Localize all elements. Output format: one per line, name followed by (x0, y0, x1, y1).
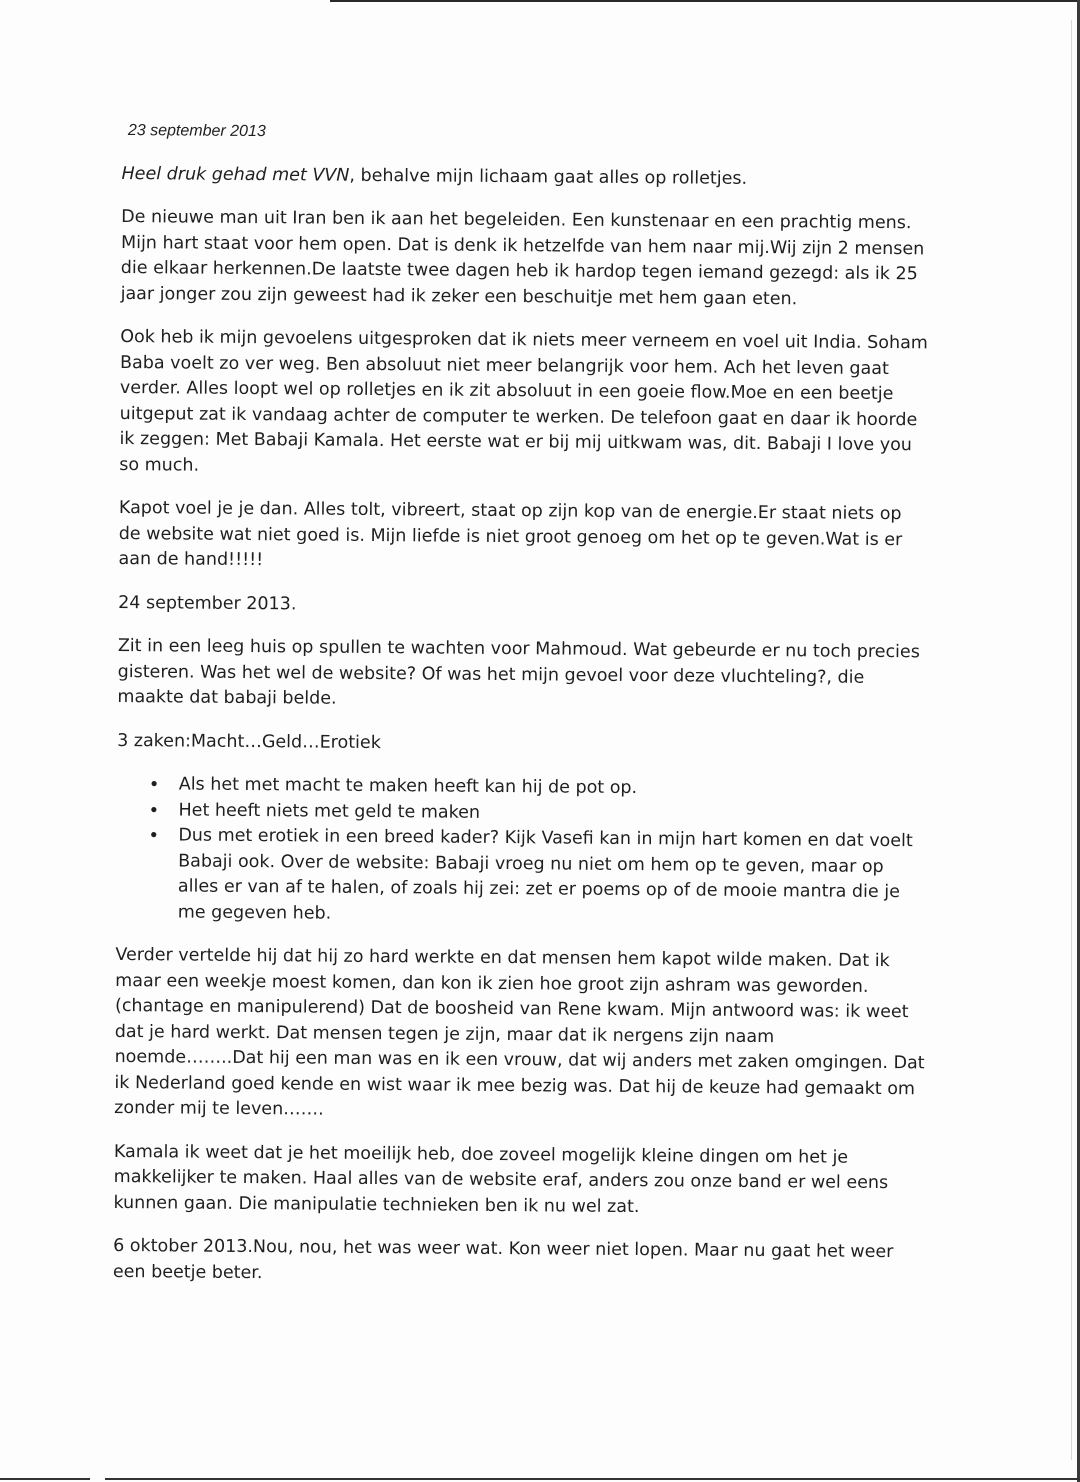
entry-date-23-sept: 23 september 2013 (127, 122, 266, 141)
scan-edge-bottom-left (0, 1478, 90, 1480)
paragraph-kapot: Kapot voel je je dan. Alles tolt, vibreert, staat op zijn kop van de energie.Er staat niets op de website wat niet goed is. Mijn liefde is niet groot genoeg om het op te geven.Wat is er aan de hand!!!!! (118, 497, 903, 571)
scan-edge-bottom (105, 1478, 1080, 1480)
entry-intro (121, 161, 931, 193)
list-item: • Het heeft niets met geld te maken (178, 798, 926, 829)
paragraph-leeg-huis: Zit in een leeg huis op spullen te wachten voor Mahmoud. Wat gebeurde er nu toch precies gisteren. Was het wel de website? Of was het mijn gevoel voor deze vluchteling?, die maakte dat babaji belde. (117, 635, 920, 709)
list-item: • Dus met erotiek in een breed kader? Kijk Vasefi kan in mijn hart komen en dat voelt Babaji ook. Over de website: Babaji vroeg nu niet om hem op te geven, maar op alles er van af te halen, of zoals hij zei: zet er poems op of de mooie mantra die je me gegeven heb. (178, 823, 927, 931)
bullet-list (116, 772, 927, 931)
intro-rest-text: , behalve mijn lichaam gaat alles op rolletjes. (349, 165, 748, 189)
paragraph-kamala: Kamala ik weet dat je het moeilijk heb, doe zoveel mogelijk kleine dingen om het je makkelijker te maken. Haal alles van de website eraf, anders zou onze band er wel eens kunnen gaan. Die manipulatie technieken ben ik nu wel zat. (113, 1141, 889, 1217)
scan-edge-top (330, 0, 1080, 2)
paragraph-iran: De nieuwe man uit Iran ben ik aan het begeleiden. Een kunstenaar en een prachtig mens. Mijn hart staat voor hem open. Dat is denk ik hetzelfde van hem naar mij.Wij zijn 2 mensen die elkaar herkennen.De laatste twee dagen heb ik hardop tegen iemand gezegd: als ik 25 jaar jonger zou zijn geweest had ik zeker een beschuitje met hem gaan eten. (120, 206, 925, 309)
paragraph-verder: Verder vertelde hij dat hij zo hard werkte en dat mensen hem kapot wilde maken. Dat ik maar een weekje moest komen, dan kon ik zien hoe groot zijn ashram was geworden. (chantage en manipulerend) Dat de boosheid van Rene kwam. Mijn antwoord was: ik weet dat je hard werkt. Dat mensen tegen je zijn, maar dat ik nergens zijn naam noemde……..Dat hij een man was en ik een vrouw, dat wij anders met zaken omgingen. Dat ik Nederland goed kende en wist waar ik mee bezig was. Dat hij de keuze had gemaakt om zonder mij te leven……. (114, 944, 925, 1120)
list-item: • Als het met macht te maken heeft kan hij de pot op. (179, 772, 927, 803)
entry-date-24-sept: 24 september 2013. (118, 592, 297, 614)
entry-6-oktober: 6 oktober 2013.Nou, nou, het was weer wat. Kon weer niet lopen. Maar nu gaat het weer een beetje beter. (112, 1235, 894, 1283)
paragraph-india: Ook heb ik mijn gevoelens uitgesproken dat ik niets meer verneem en voel uit India. Soham Baba voelt zo ver weg. Ben absoluut niet meer belangrijk voor hem. Ach het leven gaat verder. Alles loopt wel op rolletjes en ik zit absoluut in een goeie flow.Moe en een beetje uitgeput zat ik vandaag achter de computer te werken. De telefoon gaat en daar ik hoorde ik zeggen: Met Babaji Kamala. Het eerste wat er bij mij uitkwam was, dit. Babaji I love you so much. (119, 326, 928, 476)
scan-edge-right-inner (1071, 20, 1072, 1460)
diary-text (113, 118, 932, 1309)
intro-italic-text: Heel druk gehad met VVN (121, 163, 350, 186)
list-heading: 3 zaken:Macht…Geld…Erotiek (117, 730, 381, 753)
